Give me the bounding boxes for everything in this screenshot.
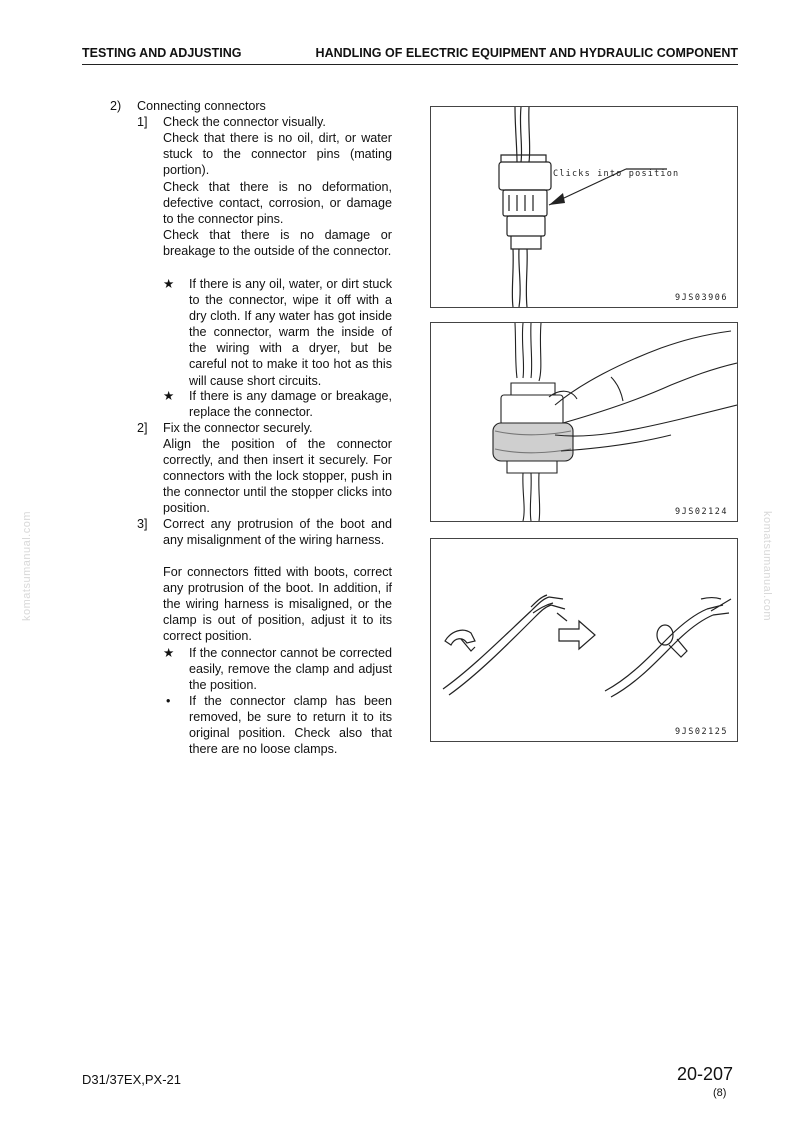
- step1-number: 1]: [137, 115, 148, 129]
- step3-note2: If the connector clamp has been removed, be sure to return it to its original position. Check also that there are no loose clamps.: [189, 694, 392, 757]
- step3-number: 3]: [137, 517, 148, 531]
- figure-code: 9JS02124: [675, 507, 728, 517]
- step3-note2-bullet: •: [166, 694, 171, 708]
- connector-click-illustration: [431, 107, 737, 307]
- step1-note1: If there is any oil, water, or dirt stuck to the connector, wipe it off with a dry cloth. If any water has got inside the connector, warm the inside of the wiring with a dryer, but be careful not to make it too hot as this will cause short circuits.: [189, 277, 392, 388]
- step2-para1: Align the position of the connector correctly, and then insert it securely. For connectors with the lock stopper, push in the connector until the stopper clicks into position.: [163, 437, 392, 516]
- watermark-left: komatsumanual.com: [21, 511, 33, 621]
- step3-note1-star: ★: [163, 646, 175, 660]
- watermark-right: komatsumanual.com: [761, 511, 773, 621]
- callout-clicks-into-position: Clicks into position: [553, 169, 680, 179]
- footer-revision: (8): [713, 1087, 727, 1099]
- figure-connector-click: [430, 106, 738, 308]
- step1-note1-star: ★: [163, 277, 175, 291]
- footer-page-number: 20-207: [677, 1064, 734, 1084]
- header-chapter-title: HANDLING OF ELECTRIC EQUIPMENT AND HYDRAULIC COMPONENT: [315, 46, 738, 60]
- figure-hand-connector: [430, 322, 738, 522]
- step1-note2: If there is any damage or breakage, replace the connector.: [189, 389, 392, 420]
- figure-code: 9JS02125: [675, 727, 728, 737]
- step2-title: Fix the connector securely.: [163, 421, 313, 435]
- step3-note1: If the connector cannot be corrected easily, remove the clamp and adjust the position.: [189, 646, 392, 693]
- step2-number: 2]: [137, 421, 148, 435]
- step1-note2-star: ★: [163, 389, 175, 403]
- step1-para2: Check that there is no deformation, defective contact, corrosion, or damage to the connector pins.: [163, 180, 392, 227]
- page-header: [82, 46, 738, 66]
- step1-title: Check the connector visually.: [163, 115, 326, 129]
- step3-title: Correct any protrusion of the boot and any misalignment of the wiring harness.: [163, 517, 392, 548]
- step1-para3: Check that there is no damage or breakage to the outside of the connector.: [163, 228, 392, 259]
- footer-model: D31/37EX,PX-21: [82, 1072, 182, 1087]
- header-section-title: TESTING AND ADJUSTING: [82, 46, 242, 60]
- header-rule: [82, 64, 738, 65]
- step1-para1: Check that there is no oil, dirt, or water stuck to the connector pins (mating portion).: [163, 131, 392, 178]
- step3-para1: For connectors fitted with boots, correct any protrusion of the boot. In addition, if the wiring harness is misaligned, or the clamp is out of position, adjust it to its correct position.: [163, 565, 392, 644]
- figure-code: 9JS03906: [675, 293, 728, 303]
- harness-clamp-illustration: [431, 539, 737, 741]
- section-number: 2): [110, 99, 122, 113]
- figure-harness-clamp: [430, 538, 738, 742]
- hand-inserting-connector-illustration: [431, 323, 737, 521]
- section-title: Connecting connectors: [137, 99, 266, 113]
